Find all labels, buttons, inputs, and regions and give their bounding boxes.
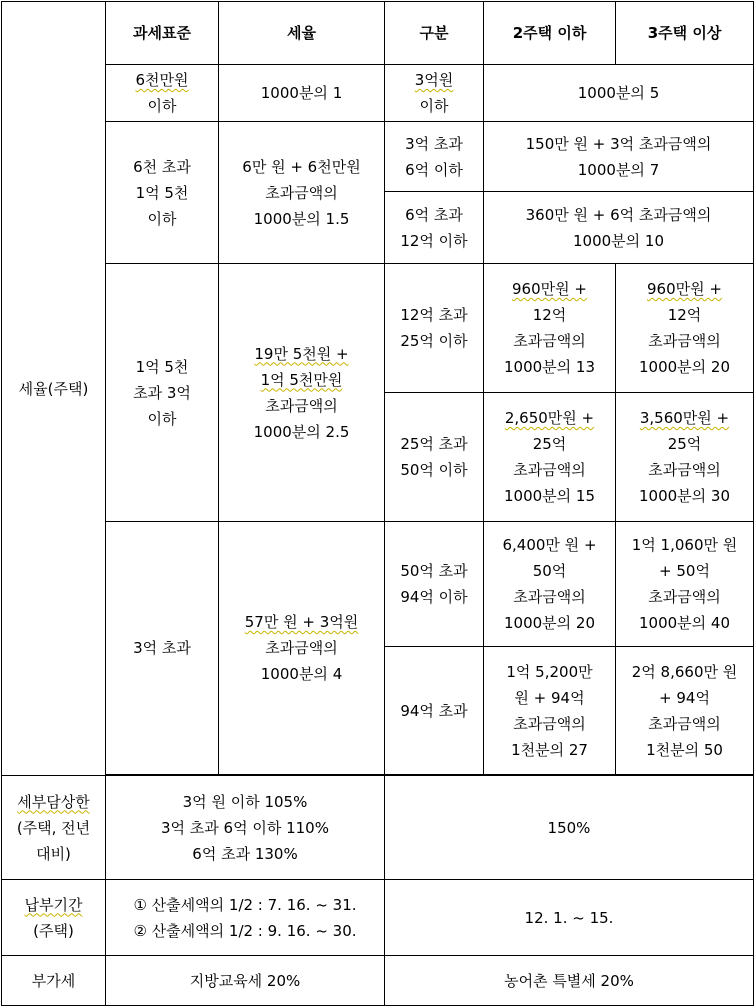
sub-rate-merged: 360만 원 + 6억 초과금액의 1000분의 10	[484, 192, 754, 264]
header-row	[2, 2, 754, 65]
bracket-rate: 57만 원 + 3억원 초과금액의 1000분의 4	[219, 522, 385, 775]
header-three-or-more: 3주택 이상	[616, 2, 754, 65]
bracket-rate: 6만 원 + 6천만원 초과금액의 1000분의 1.5	[219, 122, 385, 264]
table-row	[2, 65, 754, 122]
surtax-row	[2, 956, 754, 1006]
sub-rate-three-or-more: 2억 8,660만 원 + 94억 초과금액의 1천분의 50	[616, 647, 754, 775]
table-row	[2, 522, 754, 647]
bracket-rate: 19만 5천원 + 1억 5천만원 초과금액의 1000분의 2.5	[219, 264, 385, 522]
header-category: 구분	[385, 2, 484, 65]
sub-range: 94억 초과	[385, 647, 484, 775]
table-row	[2, 264, 754, 393]
burden-cap-label: 세부담상한 (주택, 전년 대비)	[2, 776, 106, 880]
bracket-base: 6천만원 이하	[106, 65, 219, 122]
header-rate: 세율	[219, 2, 385, 65]
sub-range: 6억 초과 12억 이하	[385, 192, 484, 264]
sub-range: 3억원 이하	[385, 65, 484, 122]
payment-period-left: ① 산출세액의 1/2 : 7. 16. ~ 31. ② 산출세액의 1/2 : 9. 16. ~ 30.	[106, 880, 385, 956]
surtax-left: 지방교육세 20%	[106, 956, 385, 1006]
payment-period-right: 12. 1. ~ 15.	[385, 880, 754, 956]
bracket-base: 6천 초과 1억 5천 이하	[106, 122, 219, 264]
sub-range: 3억 초과 6억 이하	[385, 122, 484, 192]
sub-rate-two-or-less: 6,400만 원 + 50억 초과금액의 1000분의 20	[484, 522, 616, 647]
sub-range: 50억 초과 94억 이하	[385, 522, 484, 647]
burden-cap-row	[2, 776, 754, 880]
sub-range: 12억 초과 25억 이하	[385, 264, 484, 393]
header-tax-base: 과세표준	[106, 2, 219, 65]
burden-cap-left: 3억 원 이하 105% 3억 초과 6억 이하 110% 6억 초과 130%	[106, 776, 385, 880]
surtax-right: 농어촌 특별세 20%	[385, 956, 754, 1006]
bracket-base: 1억 5천 초과 3억 이하	[106, 264, 219, 522]
header-two-or-less: 2주택 이하	[484, 2, 616, 65]
property-tax-table	[1, 1, 754, 1006]
sub-rate-three-or-more: 3,560만원 + 25억 초과금액의 1000분의 30	[616, 393, 754, 522]
sub-rate-three-or-more: 960만원 + 12억 초과금액의 1000분의 20	[616, 264, 754, 393]
section-label-housing-rate: 세율(주택)	[2, 2, 106, 776]
payment-period-label: 납부기간 (주택)	[2, 880, 106, 956]
sub-rate-merged: 1000분의 5	[484, 65, 754, 122]
sub-rate-two-or-less: 960만원 + 12억 초과금액의 1000분의 13	[484, 264, 616, 393]
table-row	[2, 122, 754, 192]
bracket-rate: 1000분의 1	[219, 65, 385, 122]
sub-rate-two-or-less: 2,650만원 + 25억 초과금액의 1000분의 15	[484, 393, 616, 522]
sub-range: 25억 초과 50억 이하	[385, 393, 484, 522]
bracket-base: 3억 초과	[106, 522, 219, 775]
sub-rate-two-or-less: 1억 5,200만 원 + 94억 초과금액의 1천분의 27	[484, 647, 616, 775]
sub-rate-merged: 150만 원 + 3억 초과금액의 1000분의 7	[484, 122, 754, 192]
surtax-label: 부가세	[2, 956, 106, 1006]
payment-period-row	[2, 880, 754, 956]
sub-rate-three-or-more: 1억 1,060만 원 + 50억 초과금액의 1000분의 40	[616, 522, 754, 647]
burden-cap-right: 150%	[385, 776, 754, 880]
